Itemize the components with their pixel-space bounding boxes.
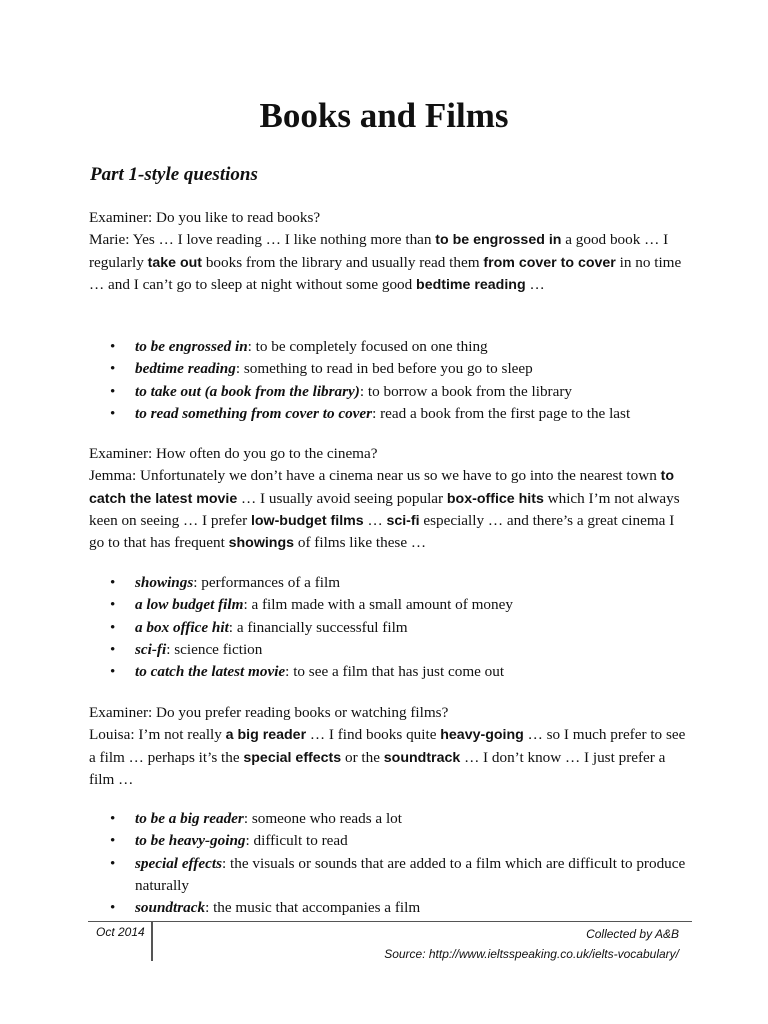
vocab-list-2 xyxy=(110,572,700,683)
footer-vertical-divider xyxy=(151,921,153,961)
footer-credits xyxy=(384,924,679,964)
vocab-term: showings xyxy=(135,574,194,591)
key-phrase: sci-fi xyxy=(386,512,420,529)
examiner-question: Examiner: How often do you go to the cinema? xyxy=(89,445,378,462)
vocab-item xyxy=(110,358,700,380)
answer-text: … xyxy=(525,275,545,293)
key-phrase: to be engrossed in xyxy=(435,232,562,249)
vocab-term: to read something from cover to cover xyxy=(135,404,373,422)
answer-text: of films like these … xyxy=(294,534,427,552)
vocab-list-3 xyxy=(110,808,700,919)
answer-text: especially … and there’s a great cinema I go to that has frequent xyxy=(89,511,675,552)
candidate-answer xyxy=(89,229,689,296)
vocab-item xyxy=(110,808,700,830)
vocab-list-1 xyxy=(110,336,700,425)
bullet-icon: • xyxy=(110,663,116,681)
vocab-definition: : to see a film that has just come out xyxy=(285,663,505,681)
key-phrase: soundtrack xyxy=(383,749,461,766)
vocab-definition: : to be completely focused on one thing xyxy=(247,338,488,355)
vocab-definition: : difficult to read xyxy=(245,832,348,850)
key-phrase: showings xyxy=(228,535,295,552)
bullet-icon: • xyxy=(110,382,116,400)
vocab-term: bedtime reading xyxy=(135,360,236,378)
vocab-definition: : science fiction xyxy=(166,640,263,658)
answer-text: … I find books quite xyxy=(306,726,441,744)
answer-text: or the xyxy=(341,748,384,766)
vocab-term: to be heavy-going xyxy=(135,832,246,850)
vocab-term: soundtrack xyxy=(135,899,206,917)
answer-text: in no time … and I can’t go to sleep at night without some good xyxy=(89,253,682,293)
vocab-definition: : a film made with a small amount of money xyxy=(243,596,513,614)
bullet-icon: • xyxy=(110,854,116,872)
bullet-icon: • xyxy=(110,596,116,614)
vocab-item xyxy=(110,830,700,852)
vocab-item xyxy=(110,381,700,403)
bullet-icon: • xyxy=(110,404,116,422)
dialogue-block-1 xyxy=(89,207,689,296)
vocab-item xyxy=(110,661,700,683)
key-phrase: box-office hits xyxy=(446,490,544,507)
vocab-item xyxy=(110,897,700,919)
vocab-definition: : the visuals or sounds that are added to a film which are difficult to produce naturally xyxy=(135,854,686,894)
footer-collected: Collected by A&B xyxy=(586,927,679,941)
key-phrase: a big reader xyxy=(225,727,307,744)
page-title: Books and Films xyxy=(259,96,509,135)
vocab-definition: : the music that accompanies a film xyxy=(205,899,421,917)
bullet-icon: • xyxy=(110,810,116,827)
vocab-item xyxy=(110,572,700,594)
key-phrase: heavy-going xyxy=(440,727,524,744)
vocab-item xyxy=(110,639,700,661)
bullet-icon: • xyxy=(110,618,116,636)
vocab-definition: : read a book from the first page to the last xyxy=(372,404,631,422)
key-phrase: from cover to cover xyxy=(483,254,616,271)
answer-text: … xyxy=(363,511,387,529)
answer-text: Louisa: I’m not really xyxy=(89,726,226,744)
key-phrase: take out xyxy=(147,254,203,271)
answer-text: … so I much prefer to see a film … perhaps it’s the xyxy=(89,726,686,766)
vocab-term: a low budget film xyxy=(135,596,244,614)
vocab-item xyxy=(110,617,700,639)
bullet-icon: • xyxy=(110,899,116,917)
key-phrase: low-budget films xyxy=(250,512,364,529)
vocab-term: to catch the latest movie xyxy=(135,663,286,681)
bullet-icon: • xyxy=(110,640,116,658)
vocab-term: sci-fi xyxy=(135,640,167,658)
vocab-item xyxy=(110,403,700,425)
answer-text: … I don’t know … I just prefer a film … xyxy=(89,748,666,788)
answer-text: which I’m not always keen on seeing … I prefer xyxy=(89,489,680,529)
vocab-term: a box office hit xyxy=(135,618,229,636)
candidate-answer xyxy=(89,724,689,791)
key-phrase: to catch the latest movie xyxy=(89,468,675,507)
vocab-item xyxy=(110,594,700,616)
answer-text: Jemma: Unfortunately we don’t have a cinema near us so we have to go into the nearest town xyxy=(89,467,661,485)
footer-date: Oct 2014 xyxy=(96,925,145,939)
dialogue-block-2 xyxy=(89,443,689,554)
footer-source: Source: http://www.ieltsspeaking.co.uk/ielts-vocabulary/ xyxy=(384,947,679,961)
vocab-item xyxy=(110,853,700,898)
vocab-definition: : performances of a film xyxy=(193,574,341,591)
dialogue-block-3 xyxy=(89,702,689,791)
answer-text: books from the library and usually read them xyxy=(202,253,484,271)
footer-divider xyxy=(88,921,692,922)
answer-text: a good book … I regularly xyxy=(89,231,669,271)
vocab-definition: : someone who reads a lot xyxy=(243,810,402,827)
vocab-term: to be engrossed in xyxy=(135,338,248,355)
bullet-icon: • xyxy=(110,338,116,355)
vocab-definition: : a financially successful film xyxy=(228,618,408,636)
examiner-question: Examiner: Do you prefer reading books or watching films? xyxy=(89,704,449,721)
vocab-term: to take out (a book from the library) xyxy=(135,382,360,400)
section-subtitle: Part 1-style questions xyxy=(90,164,258,185)
bullet-icon: • xyxy=(110,360,116,378)
vocab-term: special effects xyxy=(135,854,223,872)
examiner-question: Examiner: Do you like to read books? xyxy=(89,209,321,226)
candidate-answer xyxy=(89,465,689,554)
answer-text: Marie: Yes … I love reading … I like nothing more than xyxy=(89,231,436,249)
vocab-definition: : something to read in bed before you go to sleep xyxy=(235,360,533,378)
vocab-definition: : to borrow a book from the library xyxy=(359,382,573,400)
vocab-item xyxy=(110,336,700,358)
bullet-icon: • xyxy=(110,574,116,591)
key-phrase: bedtime reading xyxy=(416,276,526,293)
key-phrase: special effects xyxy=(243,749,342,766)
vocab-term: to be a big reader xyxy=(135,810,244,827)
bullet-icon: • xyxy=(110,832,116,850)
answer-text: … I usually avoid seeing popular xyxy=(237,489,447,507)
